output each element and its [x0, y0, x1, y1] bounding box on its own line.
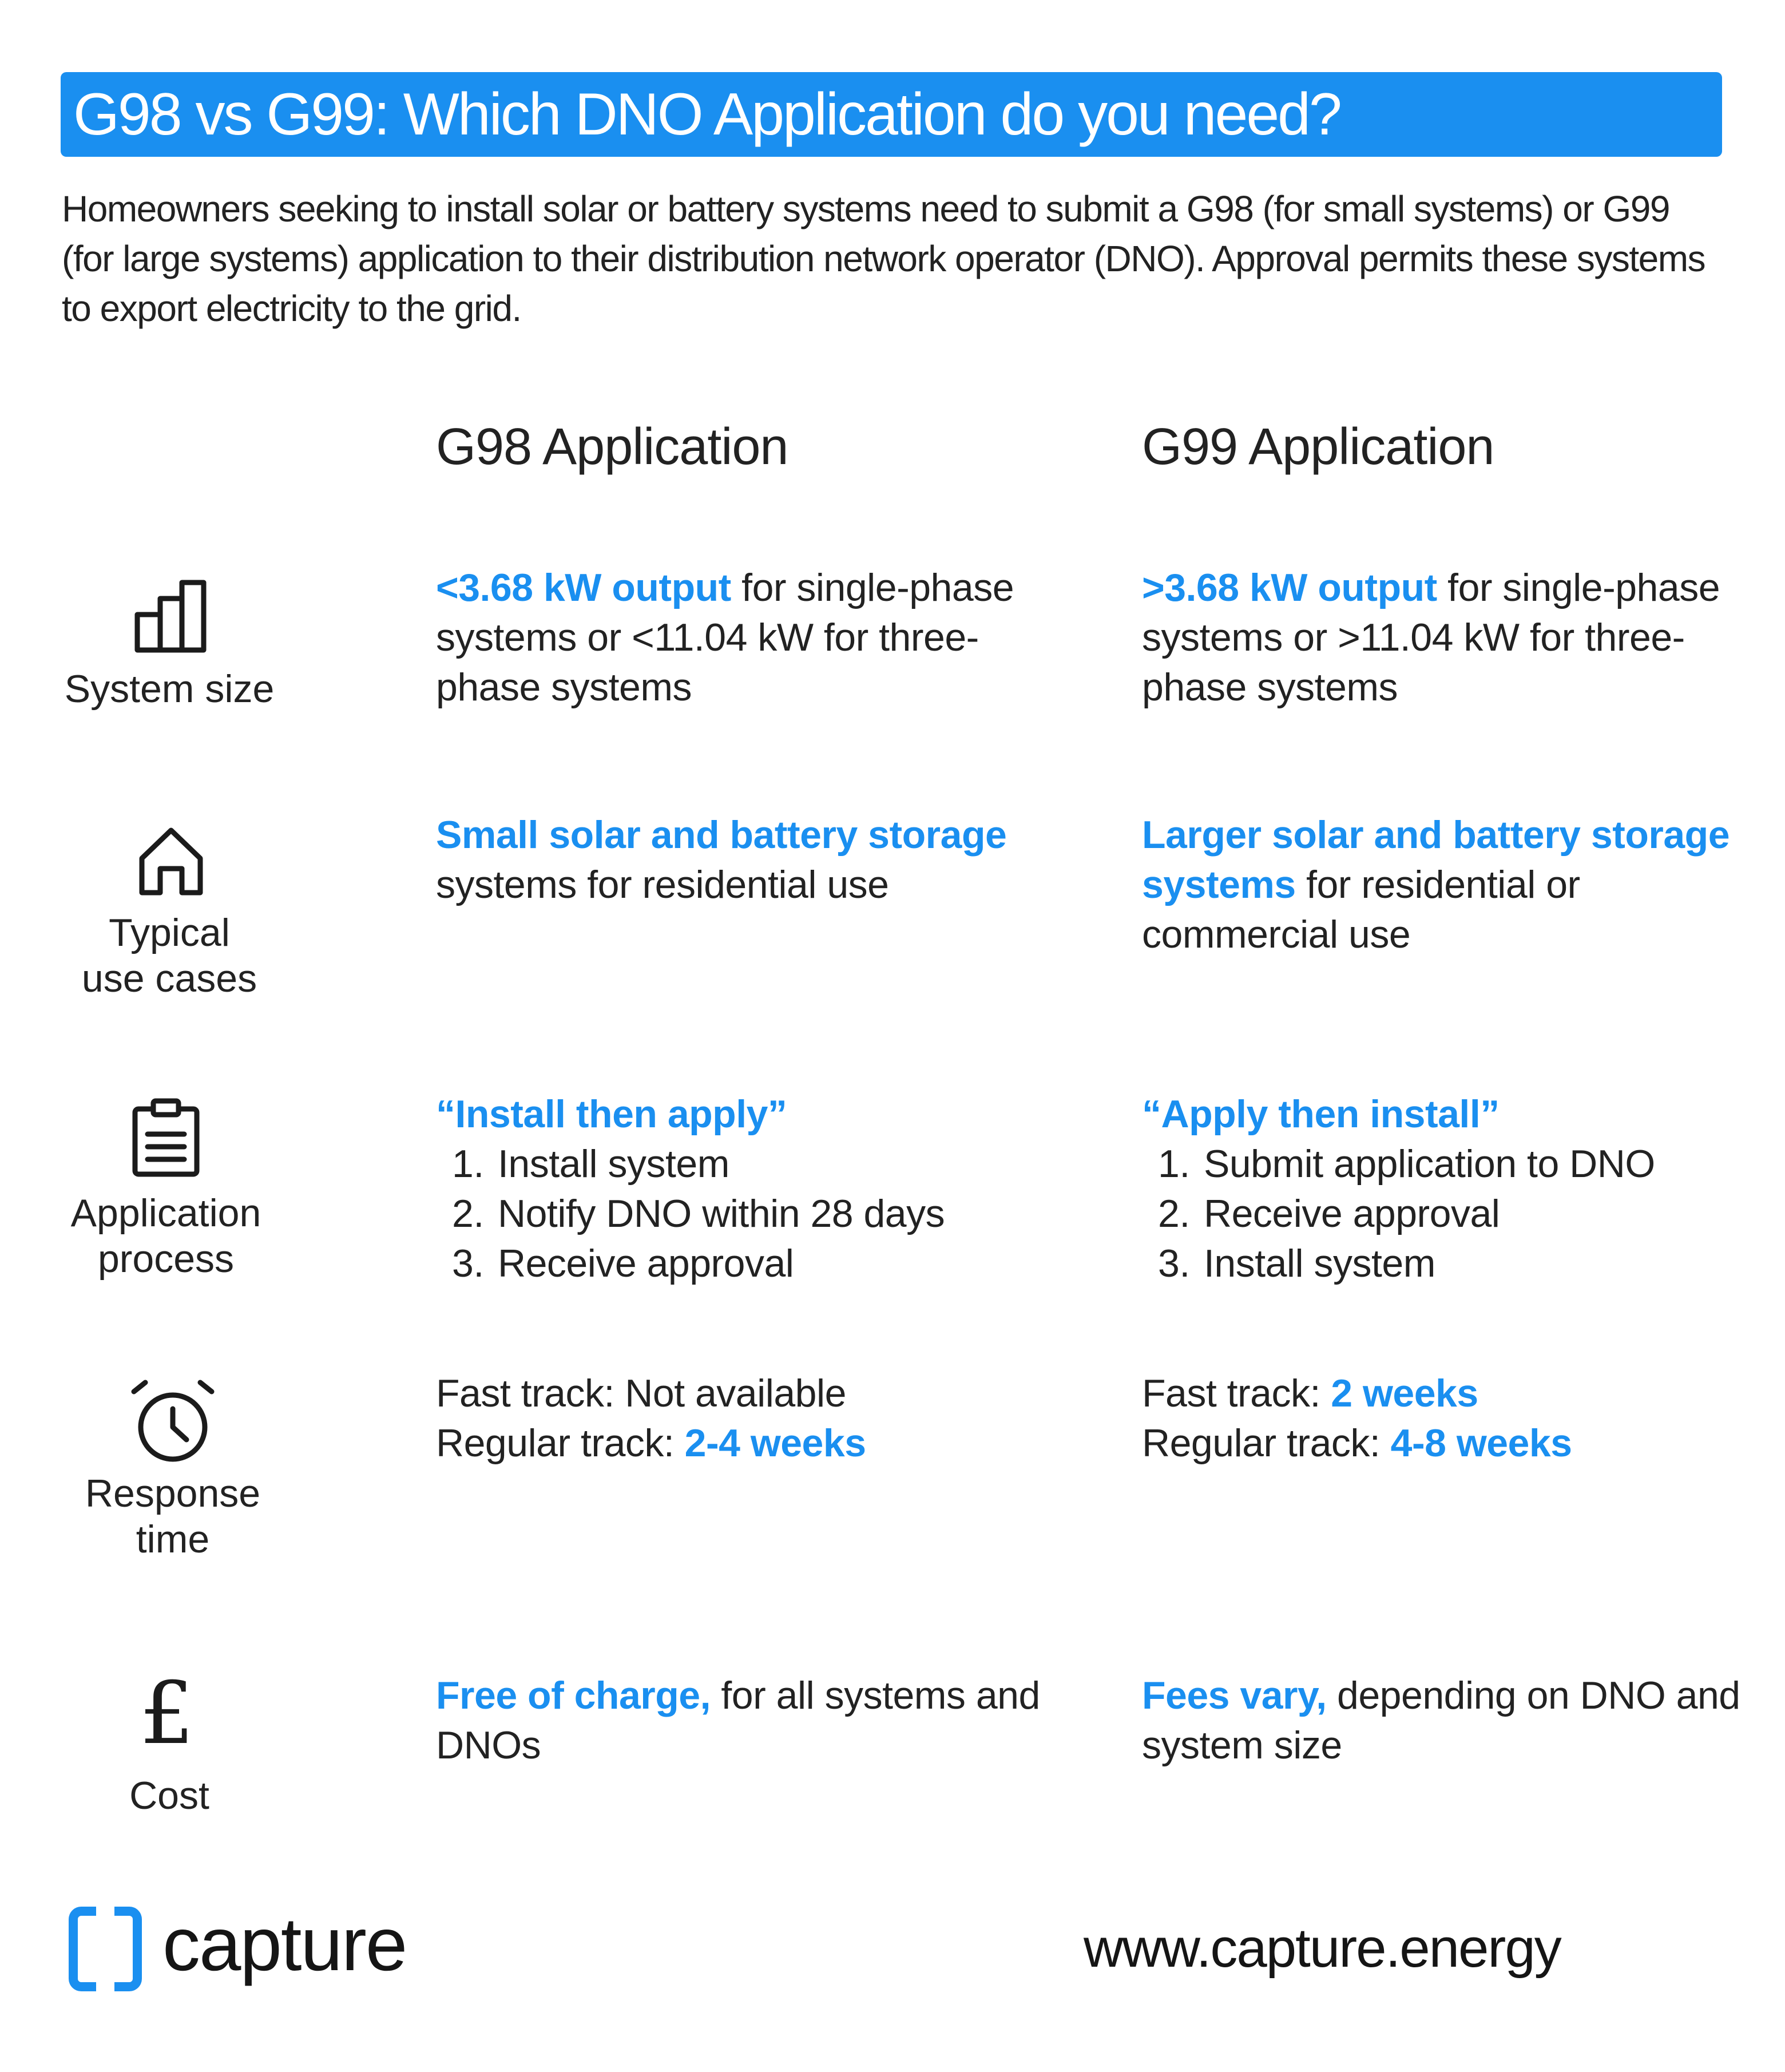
g99-regular-track [1142, 1419, 1748, 1468]
regular-track-label: Regular track: [1142, 1421, 1391, 1465]
fast-track-label: Fast track: [1142, 1372, 1331, 1415]
step-number: 2. [452, 1192, 484, 1235]
row-label-use-cases-line2: use cases [81, 957, 257, 1000]
regular-track-value: 4-8 weeks [1390, 1421, 1572, 1465]
step-number: 2. [1158, 1192, 1190, 1235]
list-item [436, 1189, 1042, 1239]
bracket-left-icon [69, 1907, 96, 1991]
g99-system-size [1142, 563, 1748, 712]
g99-fast-track [1142, 1369, 1748, 1419]
step-number: 1. [1158, 1142, 1190, 1186]
g98-response [436, 1369, 1042, 1468]
g98-use-cases-text: systems for residential use [436, 863, 889, 906]
list-item [436, 1139, 1042, 1189]
step-text: Receive approval [498, 1242, 794, 1285]
g99-response [1142, 1369, 1748, 1468]
g99-use-cases-highlight: Larger solar and battery storage systems [1142, 813, 1730, 906]
step-text: Install system [498, 1142, 729, 1186]
row-label-use-cases-line1: Typical [109, 911, 230, 954]
g99-cost [1142, 1671, 1748, 1770]
row-label-use-cases [49, 910, 289, 1001]
g98-cost-text: for all systems and DNOs [436, 1674, 1040, 1767]
step-number: 1. [452, 1142, 484, 1186]
page-title: G98 vs G99: Which DNO Application do you need? [73, 81, 1340, 148]
g99-cost-text: depending on DNO and system size [1142, 1674, 1740, 1767]
g99-process [1142, 1090, 1748, 1289]
fast-track-value: Not available [625, 1372, 846, 1415]
row-label-response [53, 1471, 293, 1562]
g99-process-highlight: “Apply then install” [1142, 1092, 1500, 1136]
brand-name: capture [162, 1902, 407, 1986]
g98-regular-track [436, 1419, 1042, 1468]
bracket-right-icon [114, 1907, 142, 1991]
g98-system-size-text: for single-phase systems or <11.04 kW for three-phase systems [436, 566, 1014, 709]
pound-icon: £ [140, 1664, 195, 1764]
row-label-cost: Cost [129, 1774, 209, 1817]
column-header-g98: G98 Application [436, 418, 788, 476]
house-icon [137, 825, 205, 896]
g98-cost [436, 1671, 1042, 1770]
clipboard-icon [130, 1098, 201, 1178]
g98-cost-highlight: Free of charge, [436, 1674, 711, 1717]
g99-system-size-text: for single-phase systems or >11.04 kW for three-phase systems [1142, 566, 1720, 709]
fast-track-label: Fast track: [436, 1372, 625, 1415]
row-label-process-line2: process [97, 1237, 235, 1281]
column-header-g99: G99 Application [1142, 418, 1494, 476]
list-item [436, 1239, 1042, 1289]
g98-fast-track [436, 1369, 1042, 1419]
g98-process-steps [436, 1139, 1042, 1289]
g99-use-cases [1142, 810, 1748, 960]
step-text: Submit application to DNO [1204, 1142, 1655, 1186]
list-item [1142, 1239, 1748, 1289]
row-label-response-line1: Response [85, 1472, 261, 1515]
g98-process [436, 1090, 1042, 1289]
g99-system-size-highlight: >3.68 kW output [1142, 566, 1437, 609]
title-banner [61, 72, 1722, 157]
regular-track-label: Regular track: [436, 1421, 685, 1465]
row-label-process-line1: Application [70, 1191, 261, 1235]
g98-system-size [436, 563, 1042, 712]
g98-system-size-highlight: <3.68 kW output [436, 566, 731, 609]
row-label-response-line2: time [136, 1518, 210, 1561]
g99-cost-highlight: Fees vary, [1142, 1674, 1327, 1717]
building-chart-icon [133, 579, 208, 653]
g98-use-cases [436, 810, 1042, 910]
step-number: 3. [452, 1242, 484, 1285]
g98-use-cases-highlight: Small solar and battery storage [436, 813, 1007, 857]
intro-paragraph: Homeowners seeking to install solar or battery systems need to submit a G98 (for small systems) or G99 (for large systems) application to their distribution network operator (DNO). Approval permits these systems to export electricity to the grid. [62, 188, 1705, 329]
g99-use-cases-text: for residential or commercial use [1142, 863, 1580, 956]
website-url: www.capture.energy [1084, 1918, 1561, 1979]
list-item [1142, 1189, 1748, 1239]
alarm-clock-icon [129, 1379, 216, 1465]
g98-process-highlight: “Install then apply” [436, 1092, 787, 1136]
regular-track-value: 2-4 weeks [684, 1421, 866, 1465]
row-label-system-size: System size [64, 667, 275, 711]
step-text: Receive approval [1204, 1192, 1500, 1235]
step-number: 3. [1158, 1242, 1190, 1285]
fast-track-value: 2 weeks [1331, 1372, 1478, 1415]
brand-logo [69, 1888, 469, 2003]
g99-process-steps [1142, 1139, 1748, 1289]
list-item [1142, 1139, 1748, 1189]
step-text: Install system [1204, 1242, 1435, 1285]
step-text: Notify DNO within 28 days [498, 1192, 945, 1235]
row-label-process [46, 1190, 286, 1282]
